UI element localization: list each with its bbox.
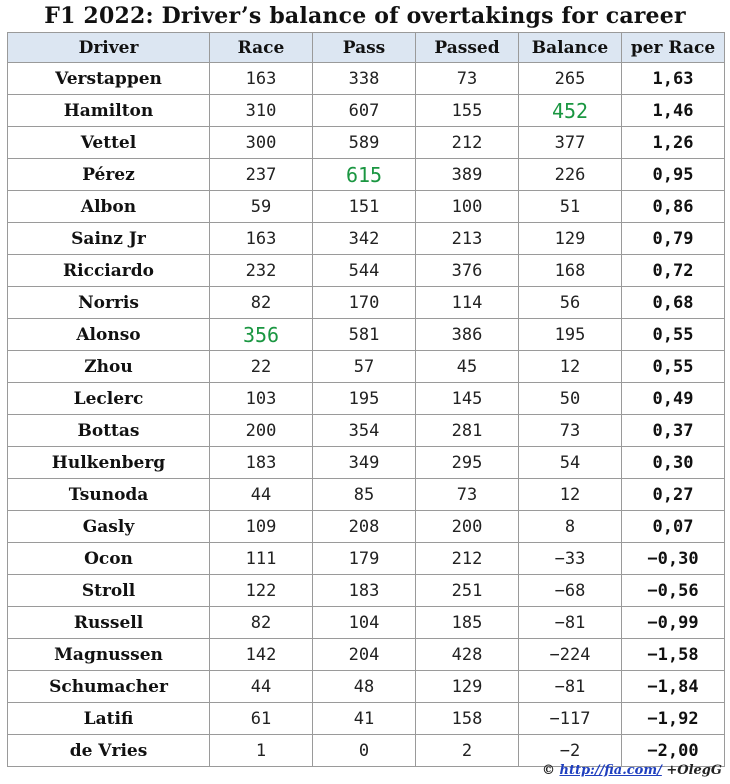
balance-cell: 73 xyxy=(519,415,622,447)
passed-cell: 212 xyxy=(416,127,519,159)
driver-name-cell: Norris xyxy=(8,287,210,319)
per-race-cell: 0,55 xyxy=(622,319,725,351)
pass-cell: 204 xyxy=(313,639,416,671)
per-race-cell: 0,27 xyxy=(622,479,725,511)
per-race-cell: −1,58 xyxy=(622,639,725,671)
passed-cell: 73 xyxy=(416,63,519,95)
pass-cell: 615 xyxy=(313,159,416,191)
table-row xyxy=(8,95,725,127)
driver-name-cell: Russell xyxy=(8,607,210,639)
passed-cell: 376 xyxy=(416,255,519,287)
table-row xyxy=(8,543,725,575)
balance-cell: 226 xyxy=(519,159,622,191)
race-cell: 200 xyxy=(210,415,313,447)
driver-name-cell: Magnussen xyxy=(8,639,210,671)
balance-cell: −2 xyxy=(519,735,622,767)
passed-cell: 212 xyxy=(416,543,519,575)
driver-name-cell: Tsunoda xyxy=(8,479,210,511)
race-cell: 232 xyxy=(210,255,313,287)
passed-cell: 45 xyxy=(416,351,519,383)
balance-cell: 12 xyxy=(519,351,622,383)
driver-name-cell: Ocon xyxy=(8,543,210,575)
race-cell: 103 xyxy=(210,383,313,415)
pass-cell: 57 xyxy=(313,351,416,383)
pass-cell: 104 xyxy=(313,607,416,639)
pass-cell: 170 xyxy=(313,287,416,319)
per-race-cell: −1,84 xyxy=(622,671,725,703)
chart-title: F1 2022: Driver’s balance of overtakings for career xyxy=(44,3,686,29)
driver-name-cell: Stroll xyxy=(8,575,210,607)
per-race-cell: −0,56 xyxy=(622,575,725,607)
per-race-cell: 0,30 xyxy=(622,447,725,479)
column-header-passed: Passed xyxy=(416,33,519,63)
per-race-cell: 0,68 xyxy=(622,287,725,319)
race-cell: 310 xyxy=(210,95,313,127)
race-cell: 163 xyxy=(210,63,313,95)
table-row xyxy=(8,63,725,95)
balance-cell: 377 xyxy=(519,127,622,159)
driver-name-cell: Albon xyxy=(8,191,210,223)
balance-cell: −117 xyxy=(519,703,622,735)
race-cell: 163 xyxy=(210,223,313,255)
pass-cell: 349 xyxy=(313,447,416,479)
race-cell: 82 xyxy=(210,607,313,639)
balance-cell: 50 xyxy=(519,383,622,415)
column-header-driver: Driver xyxy=(8,33,210,63)
per-race-cell: −1,92 xyxy=(622,703,725,735)
passed-cell: 389 xyxy=(416,159,519,191)
passed-cell: 129 xyxy=(416,671,519,703)
balance-cell: 12 xyxy=(519,479,622,511)
pass-cell: 0 xyxy=(313,735,416,767)
balance-cell: −81 xyxy=(519,671,622,703)
driver-name-cell: Latifi xyxy=(8,703,210,735)
race-cell: 356 xyxy=(210,319,313,351)
balance-cell: −68 xyxy=(519,575,622,607)
balance-cell: 8 xyxy=(519,511,622,543)
balance-cell: 54 xyxy=(519,447,622,479)
passed-cell: 73 xyxy=(416,479,519,511)
driver-name-cell: Pérez xyxy=(8,159,210,191)
pass-cell: 85 xyxy=(313,479,416,511)
passed-cell: 213 xyxy=(416,223,519,255)
table-row xyxy=(8,351,725,383)
pass-cell: 544 xyxy=(313,255,416,287)
race-cell: 122 xyxy=(210,575,313,607)
per-race-cell: 0,95 xyxy=(622,159,725,191)
race-cell: 44 xyxy=(210,671,313,703)
per-race-cell: 0,49 xyxy=(622,383,725,415)
passed-cell: 145 xyxy=(416,383,519,415)
per-race-cell: 0,55 xyxy=(622,351,725,383)
race-cell: 59 xyxy=(210,191,313,223)
pass-cell: 179 xyxy=(313,543,416,575)
pass-cell: 41 xyxy=(313,703,416,735)
column-header-race: Race xyxy=(210,33,313,63)
race-cell: 183 xyxy=(210,447,313,479)
table-row xyxy=(8,511,725,543)
driver-name-cell: Vettel xyxy=(8,127,210,159)
pass-cell: 342 xyxy=(313,223,416,255)
table-row xyxy=(8,191,725,223)
pass-cell: 195 xyxy=(313,383,416,415)
per-race-cell: 0,37 xyxy=(622,415,725,447)
per-race-cell: 0,72 xyxy=(622,255,725,287)
passed-cell: 386 xyxy=(416,319,519,351)
driver-name-cell: de Vries xyxy=(8,735,210,767)
balance-cell: −81 xyxy=(519,607,622,639)
passed-cell: 100 xyxy=(416,191,519,223)
passed-cell: 295 xyxy=(416,447,519,479)
per-race-cell: 1,46 xyxy=(622,95,725,127)
race-cell: 1 xyxy=(210,735,313,767)
driver-name-cell: Hamilton xyxy=(8,95,210,127)
driver-name-cell: Hulkenberg xyxy=(8,447,210,479)
race-cell: 300 xyxy=(210,127,313,159)
driver-name-cell: Schumacher xyxy=(8,671,210,703)
pass-cell: 354 xyxy=(313,415,416,447)
source-link[interactable]: http://fia.com/ xyxy=(559,763,662,778)
table-row xyxy=(8,703,725,735)
passed-cell: 281 xyxy=(416,415,519,447)
column-header-balance: Balance xyxy=(519,33,622,63)
balance-cell: 195 xyxy=(519,319,622,351)
table-row xyxy=(8,159,725,191)
driver-name-cell: Sainz Jr xyxy=(8,223,210,255)
passed-cell: 185 xyxy=(416,607,519,639)
copyright-symbol: © xyxy=(541,763,555,778)
race-cell: 109 xyxy=(210,511,313,543)
per-race-cell: 0,07 xyxy=(622,511,725,543)
table-body xyxy=(8,63,725,767)
table-row xyxy=(8,575,725,607)
table-row xyxy=(8,287,725,319)
race-cell: 22 xyxy=(210,351,313,383)
balance-cell: 51 xyxy=(519,191,622,223)
table-header-row xyxy=(8,33,725,63)
pass-cell: 338 xyxy=(313,63,416,95)
table-row xyxy=(8,383,725,415)
source-credit xyxy=(542,761,722,781)
per-race-cell: −0,30 xyxy=(622,543,725,575)
driver-name-cell: Zhou xyxy=(8,351,210,383)
balance-cell: 168 xyxy=(519,255,622,287)
race-cell: 142 xyxy=(210,639,313,671)
table-row xyxy=(8,127,725,159)
driver-name-cell: Ricciardo xyxy=(8,255,210,287)
passed-cell: 155 xyxy=(416,95,519,127)
race-cell: 44 xyxy=(210,479,313,511)
pass-cell: 607 xyxy=(313,95,416,127)
table-row xyxy=(8,447,725,479)
passed-cell: 251 xyxy=(416,575,519,607)
table-row xyxy=(8,479,725,511)
overtakes-table xyxy=(7,32,725,767)
table-row xyxy=(8,319,725,351)
passed-cell: 428 xyxy=(416,639,519,671)
race-cell: 237 xyxy=(210,159,313,191)
pass-cell: 183 xyxy=(313,575,416,607)
table-row xyxy=(8,255,725,287)
pass-cell: 589 xyxy=(313,127,416,159)
passed-cell: 2 xyxy=(416,735,519,767)
table-row xyxy=(8,671,725,703)
passed-cell: 114 xyxy=(416,287,519,319)
balance-cell: 56 xyxy=(519,287,622,319)
race-cell: 111 xyxy=(210,543,313,575)
per-race-cell: 0,79 xyxy=(622,223,725,255)
pass-cell: 581 xyxy=(313,319,416,351)
driver-name-cell: Verstappen xyxy=(8,63,210,95)
race-cell: 82 xyxy=(210,287,313,319)
column-header-per-race: per Race xyxy=(622,33,725,63)
pass-cell: 208 xyxy=(313,511,416,543)
driver-name-cell: Alonso xyxy=(8,319,210,351)
pass-cell: 151 xyxy=(313,191,416,223)
driver-name-cell: Gasly xyxy=(8,511,210,543)
driver-name-cell: Leclerc xyxy=(8,383,210,415)
per-race-cell: 0,86 xyxy=(622,191,725,223)
balance-cell: −33 xyxy=(519,543,622,575)
table-row xyxy=(8,639,725,671)
per-race-cell: 1,26 xyxy=(622,127,725,159)
race-cell: 61 xyxy=(210,703,313,735)
per-race-cell: 1,63 xyxy=(622,63,725,95)
pass-cell: 48 xyxy=(313,671,416,703)
balance-cell: 452 xyxy=(519,95,622,127)
column-header-pass: Pass xyxy=(313,33,416,63)
per-race-cell: −0,99 xyxy=(622,607,725,639)
table-row xyxy=(8,415,725,447)
passed-cell: 158 xyxy=(416,703,519,735)
balance-cell: −224 xyxy=(519,639,622,671)
author-credit: +OlegG xyxy=(666,763,722,778)
per-race-cell: −2,00 xyxy=(622,735,725,767)
passed-cell: 200 xyxy=(416,511,519,543)
balance-cell: 129 xyxy=(519,223,622,255)
table-row xyxy=(8,607,725,639)
driver-name-cell: Bottas xyxy=(8,415,210,447)
balance-cell: 265 xyxy=(519,63,622,95)
table-row xyxy=(8,223,725,255)
